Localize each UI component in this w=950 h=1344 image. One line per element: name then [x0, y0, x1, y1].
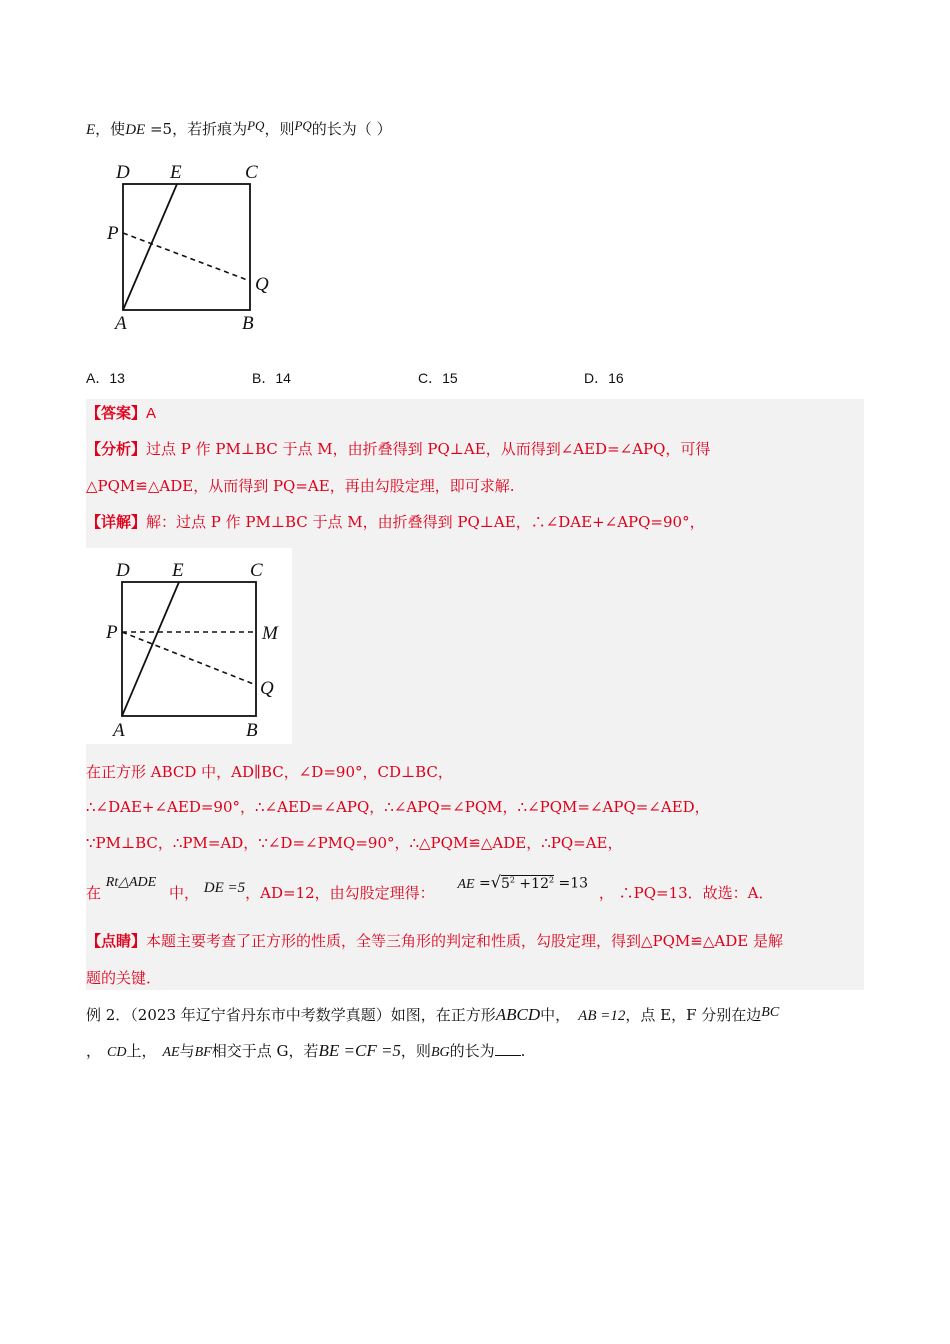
radicand-5: 5 — [500, 875, 510, 892]
segment-ab: AB =12 — [578, 1008, 626, 1024]
period: . — [520, 1042, 526, 1060]
text: 例 2．（2023 年辽宁省丹东市中考数学真题）如图，在正方形 — [86, 1006, 496, 1024]
radical-sign: √ — [490, 872, 501, 892]
label-p: P — [106, 622, 118, 643]
label-e: E — [170, 162, 182, 183]
figure-2-square — [86, 548, 292, 744]
side-bc: BC — [761, 1005, 780, 1020]
label-d: D — [116, 560, 130, 581]
segment-bg: BG — [430, 1045, 450, 1060]
solution-line-1: 在正方形 ABCD 中，AD∥BC，∠D=90°，CD⊥BC， — [86, 763, 453, 781]
detail-tag: 【详解】 — [86, 513, 147, 531]
analysis-line-1 — [86, 439, 710, 459]
option-letter: A． — [86, 370, 110, 386]
formula-eq: = — [474, 875, 491, 892]
text: 与 — [179, 1042, 195, 1060]
segment-pq: PQ — [294, 118, 312, 133]
example-2-line-1 — [86, 1003, 779, 1026]
solution-line-3: ∵PM⊥BC，∴PM=AD，∵∠D=∠PMQ=90°，∴△PQM≌△ADE，∴PQ=AE， — [86, 834, 623, 852]
option-b[interactable] — [252, 368, 291, 388]
option-d[interactable] — [584, 368, 624, 388]
option-value: 13 — [109, 370, 125, 386]
option-value: 15 — [442, 370, 458, 386]
text: ，使 — [95, 120, 126, 138]
text: ， ∴PQ=13．故选：A． — [598, 883, 774, 902]
text: ，则 — [400, 1042, 431, 1060]
comment-text: 本题主要考查了正方形的性质，全等三角形的判定和性质，勾股定理，得到△PQM≌△ADE 是解 — [146, 932, 783, 950]
option-letter: B． — [252, 370, 276, 386]
square-abcd: ABCD — [495, 1005, 541, 1024]
segment-ae — [123, 184, 177, 310]
label-c: C — [245, 162, 258, 183]
solution-line-2: ∴∠DAE+∠AED=90°，∴∠AED=∠APQ，∴∠APQ=∠PQM，∴∠PQM=∠APQ=∠AED， — [86, 798, 710, 816]
text: ，点 E，F 分别在边 — [625, 1006, 762, 1024]
exponent: 2 — [548, 875, 555, 884]
text: 的长为（ ） — [311, 120, 392, 138]
label-a: A — [113, 720, 125, 741]
fold-line-pq — [123, 233, 250, 281]
comment-line-1 — [86, 931, 783, 951]
label-e: E — [172, 560, 184, 581]
text: 上， — [126, 1042, 157, 1060]
option-a[interactable] — [86, 368, 125, 388]
answer-blank[interactable] — [495, 1041, 521, 1056]
formula-result: =13 — [554, 875, 589, 892]
answer-value: A — [146, 405, 157, 422]
option-value: 16 — [608, 370, 624, 386]
radicand — [501, 875, 554, 892]
answer-tag: 【答案】 — [86, 404, 147, 422]
analysis-text: 过点 P 作 PM⊥BC 于点 M，由折叠得到 PQ⊥AE，从而得到∠AED=∠APQ，可得 — [146, 440, 711, 458]
label-c: C — [250, 560, 263, 581]
condition-be-cf: BE =CF =5 — [318, 1041, 401, 1060]
text: ，则 — [264, 120, 295, 138]
text: 相交于点 G，若 — [211, 1042, 319, 1060]
analysis-line-2: △PQM≌△ADE，从而得到 PQ=AE，再由勾股定理，即可求解. — [86, 477, 515, 495]
segment-de: DE — [125, 122, 146, 138]
value: =5 — [145, 120, 173, 138]
comment-line-2: 题的关键． — [86, 969, 162, 987]
label-m: M — [262, 623, 278, 644]
detail-line-1 — [86, 512, 705, 532]
figure-1-square — [100, 155, 290, 340]
option-letter: D． — [584, 370, 609, 386]
answer-line — [86, 403, 156, 424]
text: 在 — [86, 883, 102, 902]
option-value: 14 — [275, 370, 291, 386]
option-c[interactable] — [418, 368, 458, 388]
side-cd: CD — [107, 1045, 127, 1060]
triangle-rt-ade: Rt△ADE — [105, 874, 157, 890]
text: 中， — [169, 883, 200, 902]
label-d: D — [116, 162, 130, 183]
text: 的长为 — [449, 1042, 495, 1060]
segment-de: DE =5 — [203, 879, 246, 896]
comment-tag: 【点睛】 — [86, 932, 147, 950]
exponent: 2 — [509, 875, 515, 884]
question-line — [86, 116, 392, 140]
formula-ae: AE — [457, 876, 475, 892]
segment-pq: PQ — [247, 118, 265, 133]
label-b: B — [242, 313, 254, 334]
option-letter: C． — [418, 370, 443, 386]
label-q: Q — [260, 678, 274, 699]
text: ，AD=12，由勾股定理得： — [245, 883, 435, 902]
label-p: P — [107, 223, 119, 244]
solution-line-4 — [86, 870, 774, 900]
text: ，若折痕为 — [172, 120, 248, 138]
label-b: B — [246, 720, 258, 741]
segment-ae: AE — [162, 1045, 180, 1060]
text: ， — [86, 1042, 102, 1060]
segment-bf: BF — [194, 1045, 212, 1060]
radicand-12: +12 — [514, 875, 549, 892]
square-abcd — [123, 184, 250, 310]
label-a: A — [115, 313, 127, 334]
analysis-tag: 【分析】 — [86, 440, 147, 458]
detail-text: 解：过点 P 作 PM⊥BC 于点 M，由折叠得到 PQ⊥AE，∴∠DAE+∠APQ=90°， — [146, 513, 705, 531]
example-2-line-2 — [86, 1041, 525, 1063]
label-q: Q — [255, 274, 269, 295]
text: 中， — [540, 1006, 571, 1024]
point-e: E — [86, 122, 96, 138]
